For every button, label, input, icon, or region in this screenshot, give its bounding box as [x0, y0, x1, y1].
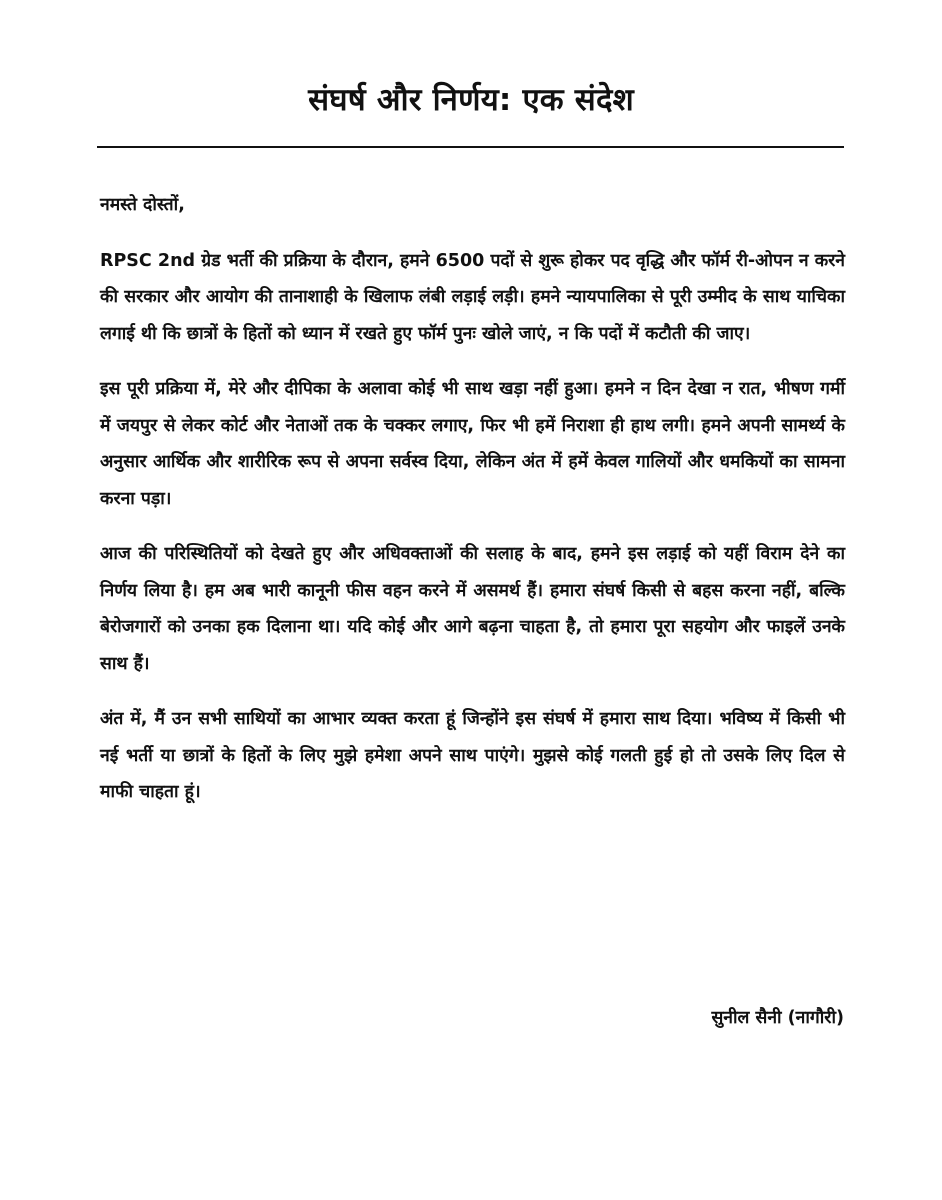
letter-body [100, 187, 845, 830]
paragraph-2: इस पूरी प्रक्रिया में, मेरे और दीपिका के अलावा कोई भी साथ खड़ा नहीं हुआ। हमने न दिन देखा न रात, भीषण गर्मी में जयपुर से लेकर कोर्ट और नेताओं तक के चक्कर लगाए, फिर भी हमें निराशा ही हाथ लगी। हमने अपनी सामर्थ्य के अनुसार आर्थिक और शारीरिक रूप से अपना सर्वस्व दिया, लेकिन अंत में हमें केवल गालियों और धमकियों का सामना करना पड़ा। [100, 379, 845, 509]
greeting: नमस्ते दोस्तों, [100, 195, 185, 215]
title-divider [97, 146, 844, 148]
paragraph-4: अंत में, मैं उन सभी साथियों का आभार व्यक्त करता हूं जिन्होंने इस संघर्ष में हमारा साथ दिया। भविष्य में किसी भी नई भर्ती या छात्रों के हितों के लिए मुझे हमेशा अपने साथ पाएंगे। मुझसे कोई गलती हुई हो तो उसके लिए दिल से माफी चाहता हूं। [100, 709, 845, 802]
paragraph-3: आज की परिस्थितियों को देखते हुए और अधिवक्ताओं की सलाह के बाद, हमने इस लड़ाई को यहीं विराम देने का निर्णय लिया है। हम अब भारी कानूनी फीस वहन करने में असमर्थ हैं। हमारा संघर्ष किसी से बहस करना नहीं, बल्कि बेरोजगारों को उनका हक दिलाना था। यदि कोई और आगे बढ़ना चाहता है, तो हमारा पूरा सहयोग और फाइलें उनके साथ हैं। [100, 544, 845, 674]
paragraph-1: RPSC 2nd ग्रेड भर्ती की प्रक्रिया के दौरान, हमने 6500 पदों से शुरू होकर पद वृद्धि और फॉर्म री-ओपन न करने की सरकार और आयोग की तानाशाही के खिलाफ लंबी लड़ाई लड़ी। हमने न्यायपालिका से पूरी उम्मीद के साथ याचिका लगाई थी कि छात्रों के हितों को ध्यान में रखते हुए फॉर्म पुनः खोले जाएं, न कि पदों में कटौती की जाए। [100, 250, 845, 344]
document-title: संघर्ष और निर्णय: एक संदेश [308, 82, 634, 118]
signature: सुनील सैनी (नागौरी) [711, 1008, 844, 1028]
